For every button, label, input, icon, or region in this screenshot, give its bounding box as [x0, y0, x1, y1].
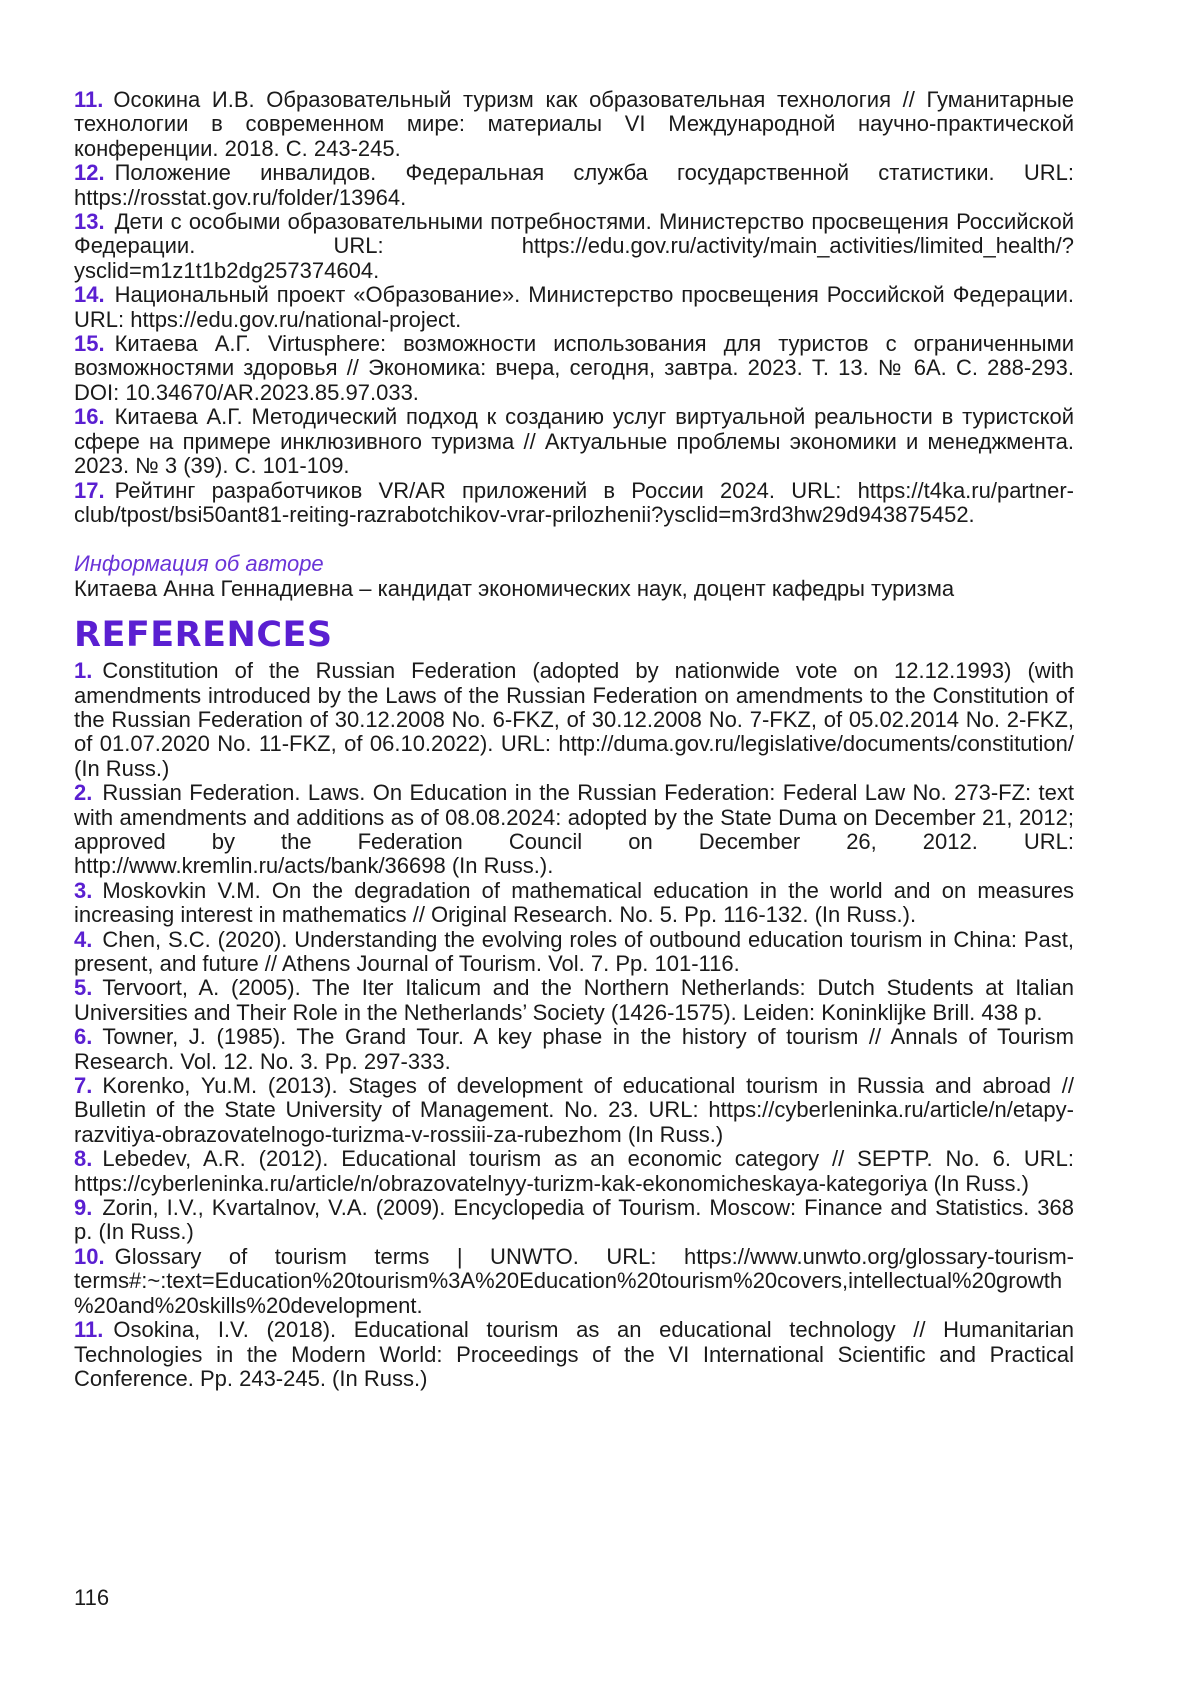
reference-item: [74, 1245, 1074, 1318]
english-reference-list: [74, 659, 1074, 1391]
reference-text: Glossary of tourism terms | UNWTO. URL: https://www.unwto.org/glossary-tourism-terms#:~:text=Education%20tourism%3A%20Education%20tourism%20covers,intellectual%20growth%20and%20skills%20development.: [74, 1244, 1074, 1318]
reference-number: 9.: [74, 1195, 92, 1220]
reference-item: [74, 332, 1074, 405]
reference-item: [74, 1074, 1074, 1147]
reference-item: [74, 161, 1074, 210]
reference-text: Китаева А.Г. Virtusphere: возможности использования для туристов с ограниченными возможностями здоровья // Экономика: вчера, сегодня, завтра. 2023. Т. 13. № 6А. С. 288-293. DOI: 10.34670/AR.2023.85.97.033.: [74, 331, 1074, 405]
author-info-text: Китаева Анна Геннадиевна – кандидат экономических наук, доцент кафедры туризма: [74, 577, 1074, 601]
reference-text: Chen, S.C. (2020). Understanding the evolving roles of outbound education tourism in China: Past, present, and future // Athens Journal of Tourism. Vol. 7. Pp. 101-116.: [74, 927, 1074, 976]
reference-item: [74, 781, 1074, 879]
reference-number: 14.: [74, 282, 105, 307]
reference-item: [74, 479, 1074, 528]
reference-item: [74, 879, 1074, 928]
reference-text: Towner, J. (1985). The Grand Tour. A key phase in the history of tourism // Annals of Tourism Research. Vol. 12. No. 3. Pp. 297-333.: [74, 1024, 1074, 1073]
reference-number: 16.: [74, 404, 105, 429]
reference-text: Осокина И.В. Образовательный туризм как образовательная технология // Гуманитарные технологии в современном мире: материалы VI Международной научно-практической конференции. 2018. С. 243-245.: [74, 87, 1074, 161]
reference-item: [74, 88, 1074, 161]
reference-item: [74, 1025, 1074, 1074]
reference-number: 6.: [74, 1024, 92, 1049]
reference-item: [74, 976, 1074, 1025]
reference-text: Китаева А.Г. Методический подход к созданию услуг виртуальной реальности в туристской сфере на примере инклюзивного туризма // Актуальные проблемы экономики и менеджмента. 2023. № 3 (39). С. 101-109.: [74, 404, 1074, 478]
reference-text: Zorin, I.V., Kvartalnov, V.A. (2009). Encyclopedia of Tourism. Moscow: Finance and Statistics. 368 p. (In Russ.): [74, 1195, 1074, 1244]
reference-text: Constitution of the Russian Federation (adopted by nationwide vote on 12.12.1993) (with amendments introduced by the Laws of the Russian Federation on amendments to the Constitution of the Russian Federation of 30.12.2008 No. 6-FKZ, of 30.12.2008 No. 7-FKZ, of 05.02.2014 No. 2-FKZ, of 01.07.2020 No. 11-FKZ, of 06.10.2022). URL: http://duma.gov.ru/legislative/documents/constitution/ (In Russ.): [74, 658, 1074, 781]
reference-number: 8.: [74, 1146, 92, 1171]
reference-text: Russian Federation. Laws. On Education in the Russian Federation: Federal Law No. 273-FZ: text with amendments and additions as of 08.08.2024: adopted by the State Duma on December 21, 2012; approved by the Federation Council on December 26, 2012. URL: http://www.kremlin.ru/acts/bank/36698 (In Russ.).: [74, 780, 1074, 878]
page-content: [74, 88, 1074, 1391]
reference-text: Положение инвалидов. Федеральная служба государственной статистики. URL: https://rosstat.gov.ru/folder/13964.: [74, 160, 1074, 209]
reference-item: [74, 1318, 1074, 1391]
reference-item: [74, 405, 1074, 478]
reference-number: 4.: [74, 927, 92, 952]
reference-text: Национальный проект «Образование». Министерство просвещения Российской Федерации. URL: https://edu.gov.ru/national-project.: [74, 282, 1074, 331]
reference-text: Osokina, I.V. (2018). Educational tourism as an educational technology // Humanitarian Technologies in the Modern World: Proceedings of the VI International Scientific and Practical Conference. Pp. 243-245. (In Russ.): [74, 1317, 1074, 1391]
reference-number: 15.: [74, 331, 105, 356]
reference-item: [74, 1147, 1074, 1196]
reference-number: 17.: [74, 478, 105, 503]
reference-text: Рейтинг разработчиков VR/AR приложений в России 2024. URL: https://t4ka.ru/partner-club/tpost/bsi50ant81-reiting-razrabotchikov-vrar-prilozhenii?ysclid=m3rd3hw29d943875452.: [74, 478, 1074, 527]
author-info-label: Информация об авторе: [74, 552, 1074, 576]
reference-item: [74, 210, 1074, 283]
reference-item: [74, 928, 1074, 977]
reference-number: 5.: [74, 975, 92, 1000]
reference-number: 1.: [74, 658, 92, 683]
references-heading: REFERENCES: [74, 613, 1074, 657]
reference-number: 2.: [74, 780, 92, 805]
reference-text: Korenko, Yu.M. (2013). Stages of development of educational tourism in Russia and abroad // Bulletin of the State University of Management. No. 23. URL: https://cyberleninka.ru/article/n/etapy-razvitiya-obrazovatelnogo-turizma-v-rossiii-za-rubezhom (In Russ.): [74, 1073, 1074, 1147]
reference-text: Дети с особыми образовательными потребностями. Министерство просвещения Российской Федерации. URL: https://edu.gov.ru/activity/main_activities/limited_health/?ysclid=m1z1t1b2dg257374604.: [74, 209, 1074, 283]
reference-number: 11.: [74, 87, 103, 112]
reference-number: 3.: [74, 878, 92, 903]
reference-number: 12.: [74, 160, 105, 185]
reference-text: Tervoort, A. (2005). The Iter Italicum and the Northern Netherlands: Dutch Students at Italian Universities and Their Role in the Netherlands’ Society (1426-1575). Leiden: Koninklijke Brill. 438 p.: [74, 975, 1074, 1024]
author-info: [74, 552, 1074, 601]
reference-number: 10.: [74, 1244, 105, 1269]
reference-item: [74, 1196, 1074, 1245]
reference-number: 11.: [74, 1317, 103, 1342]
page-number: 116: [74, 1586, 109, 1610]
russian-reference-list: [74, 88, 1074, 527]
reference-number: 13.: [74, 209, 105, 234]
reference-item: [74, 659, 1074, 781]
reference-text: Moskovkin V.M. On the degradation of mathematical education in the world and on measures increasing interest in mathematics // Original Research. No. 5. Pp. 116-132. (In Russ.).: [74, 878, 1074, 927]
reference-item: [74, 283, 1074, 332]
reference-text: Lebedev, A.R. (2012). Educational tourism as an economic category // SEPTP. No. 6. URL: https://cyberleninka.ru/article/n/obrazovatelnyy-turizm-kak-ekonomicheskaya-kategoriya (In Russ.): [74, 1146, 1074, 1195]
reference-number: 7.: [74, 1073, 92, 1098]
